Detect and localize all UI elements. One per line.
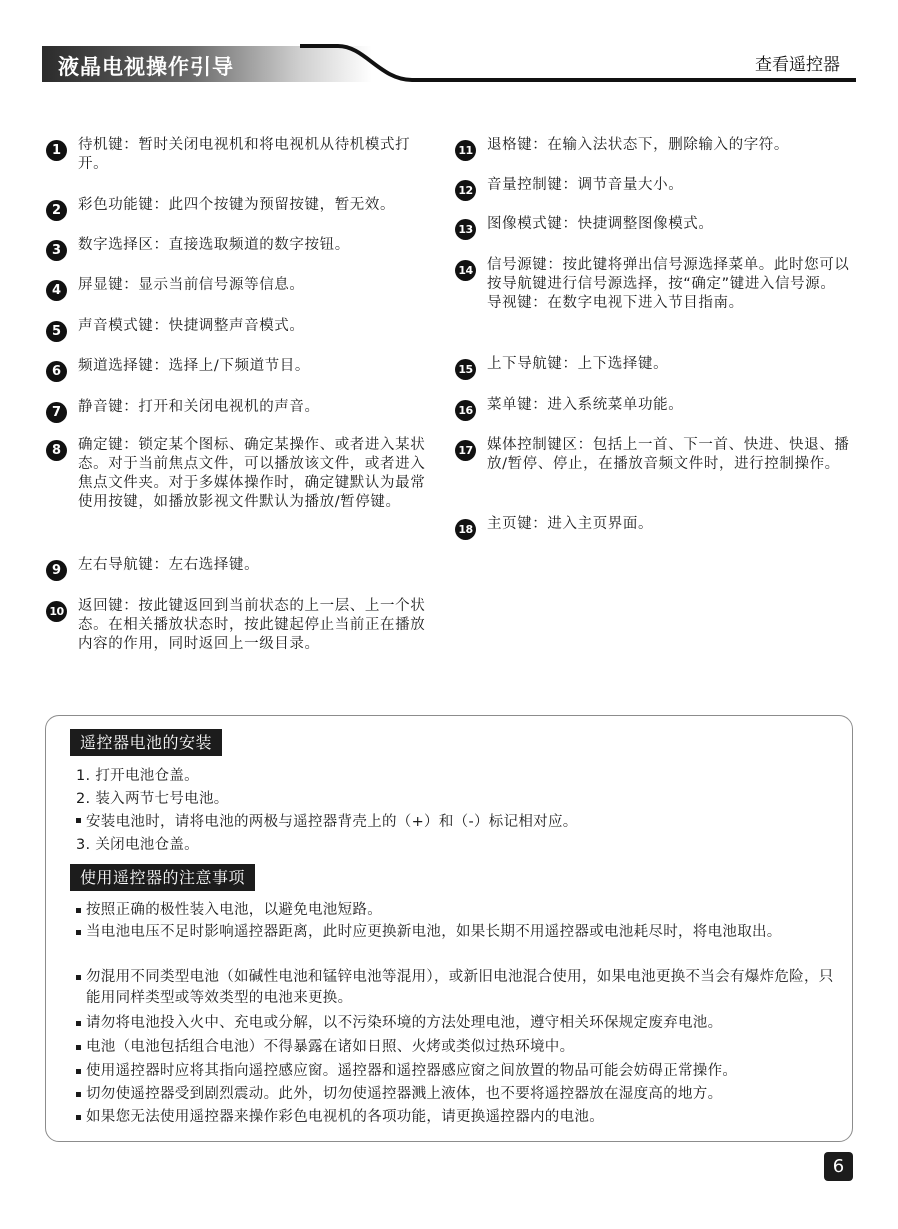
item-number: 1 xyxy=(46,140,67,161)
battery-step-note-text: 安装电池时，请将电池的两极与遥控器背壳上的（+）和（-）标记相对应。 xyxy=(86,814,578,830)
item-number: 11 xyxy=(455,140,476,161)
item-text: 声音模式键：快捷调整声音模式。 xyxy=(78,318,305,334)
note-item: 如果您无法使用遥控器来操作彩色电视机的各项功能，请更换遥控器内的电池。 xyxy=(76,1107,836,1128)
item-text: 数字选择区：直接选取频道的数字按钮。 xyxy=(78,237,350,253)
item-number: 18 xyxy=(455,519,476,540)
page-number: 6 xyxy=(824,1152,853,1181)
item-number: 7 xyxy=(46,402,67,423)
item-text: 左右导航键：左右选择键。 xyxy=(78,557,260,573)
item-number: 4 xyxy=(46,280,67,301)
note-item: 电池（电池包括组合电池）不得暴露在诸如日照、火烤或类似过热环境中。 xyxy=(76,1037,836,1058)
battery-step: 1. 打开电池仓盖。 xyxy=(76,768,199,784)
item-number: 10 xyxy=(46,601,67,622)
battery-step: 3. 关闭电池仓盖。 xyxy=(76,837,199,853)
item-number: 2 xyxy=(46,200,67,221)
item-number: 17 xyxy=(455,440,476,461)
note-item: 使用遥控器时应将其指向遥控感应窗。遥控器和遥控器感应窗之间放置的物品可能会妨碍正常操作。 xyxy=(76,1061,836,1082)
item-text: 屏显键：显示当前信号源等信息。 xyxy=(78,277,305,293)
note-item: 切勿使遥控器受到剧烈震动。此外，切勿使遥控器溅上液体，也不要将遥控器放在湿度高的地方。 xyxy=(76,1084,836,1105)
item-text: 返回键：按此键返回到当前状态的上一层、上一个状态。在相关播放状态时，按此键起停止当前正在播放内容的作用，同时返回上一级目录。 xyxy=(78,598,426,652)
item-text: 主页键：进入主页界面。 xyxy=(487,516,654,532)
item-text: 静音键：打开和关闭电视机的声音。 xyxy=(78,399,320,415)
item-text: 频道选择键：选择上/下频道节目。 xyxy=(78,358,310,374)
item-number: 14 xyxy=(455,260,476,281)
item-text: 上下导航键：上下选择键。 xyxy=(487,356,669,372)
item-number: 15 xyxy=(455,359,476,380)
bullet-icon xyxy=(76,818,81,823)
note-item: 请勿将电池投入火中、充电或分解，以不污染环境的方法处理电池，遵守相关环保规定废弃电池。 xyxy=(76,1013,836,1034)
item-number: 16 xyxy=(455,400,476,421)
item-text: 音量控制键：调节音量大小。 xyxy=(487,177,684,193)
item-text: 菜单键：进入系统菜单功能。 xyxy=(487,397,684,413)
battery-step-note xyxy=(76,812,578,833)
battery-step: 2. 装入两节七号电池。 xyxy=(76,791,229,807)
usage-notes-heading: 使用遥控器的注意事项 xyxy=(70,864,255,891)
battery-install-heading: 遥控器电池的安装 xyxy=(70,729,222,756)
item-number: 6 xyxy=(46,361,67,382)
item-text: 媒体控制键区：包括上一首、下一首、快进、快退、播放/暂停、停止，在播放音频文件时，进行控制操作。 xyxy=(487,437,850,472)
item-text: 图像模式键：快捷调整图像模式。 xyxy=(487,216,714,232)
header-title: 液晶电视操作引导 xyxy=(58,55,234,79)
item-number: 12 xyxy=(455,180,476,201)
note-item: 勿混用不同类型电池（如碱性电池和锰锌电池等混用），或新旧电池混合使用，如果电池更换不当会有爆炸危险，只能用同样类型或等效类型的电池来更换。 xyxy=(76,967,836,1009)
item-text: 彩色功能键：此四个按键为预留按键，暂无效。 xyxy=(78,197,396,213)
section-title: 查看遥控器 xyxy=(755,55,840,75)
note-item: 当电池电压不足时影响遥控器距离，此时应更换新电池，如果长期不用遥控器或电池耗尽时，将电池取出。 xyxy=(76,922,836,943)
item-number: 8 xyxy=(46,440,67,461)
item-number: 9 xyxy=(46,560,67,581)
note-item: 按照正确的极性装入电池，以避免电池短路。 xyxy=(76,900,836,921)
item-text: 信号源键：按此键将弹出信号源选择菜单。此时您可以按导航键进行信号源选择，按“确定”键进入信号源。导视键：在数字电视下进入节目指南。 xyxy=(487,257,850,311)
item-text: 确定键：锁定某个图标、确定某操作、或者进入某状态。对于当前焦点文件，可以播放该文件，或者进入焦点文件夹。对于多媒体操作时，确定键默认为最常使用按键，如播放影视文件默认为播放/暂停键。 xyxy=(78,437,426,510)
item-number: 5 xyxy=(46,321,67,342)
item-number: 13 xyxy=(455,219,476,240)
item-text: 待机键：暂时关闭电视机和将电视机从待机模式打开。 xyxy=(78,137,411,172)
item-number: 3 xyxy=(46,240,67,261)
item-text: 退格键：在输入法状态下，删除输入的字符。 xyxy=(487,137,789,153)
